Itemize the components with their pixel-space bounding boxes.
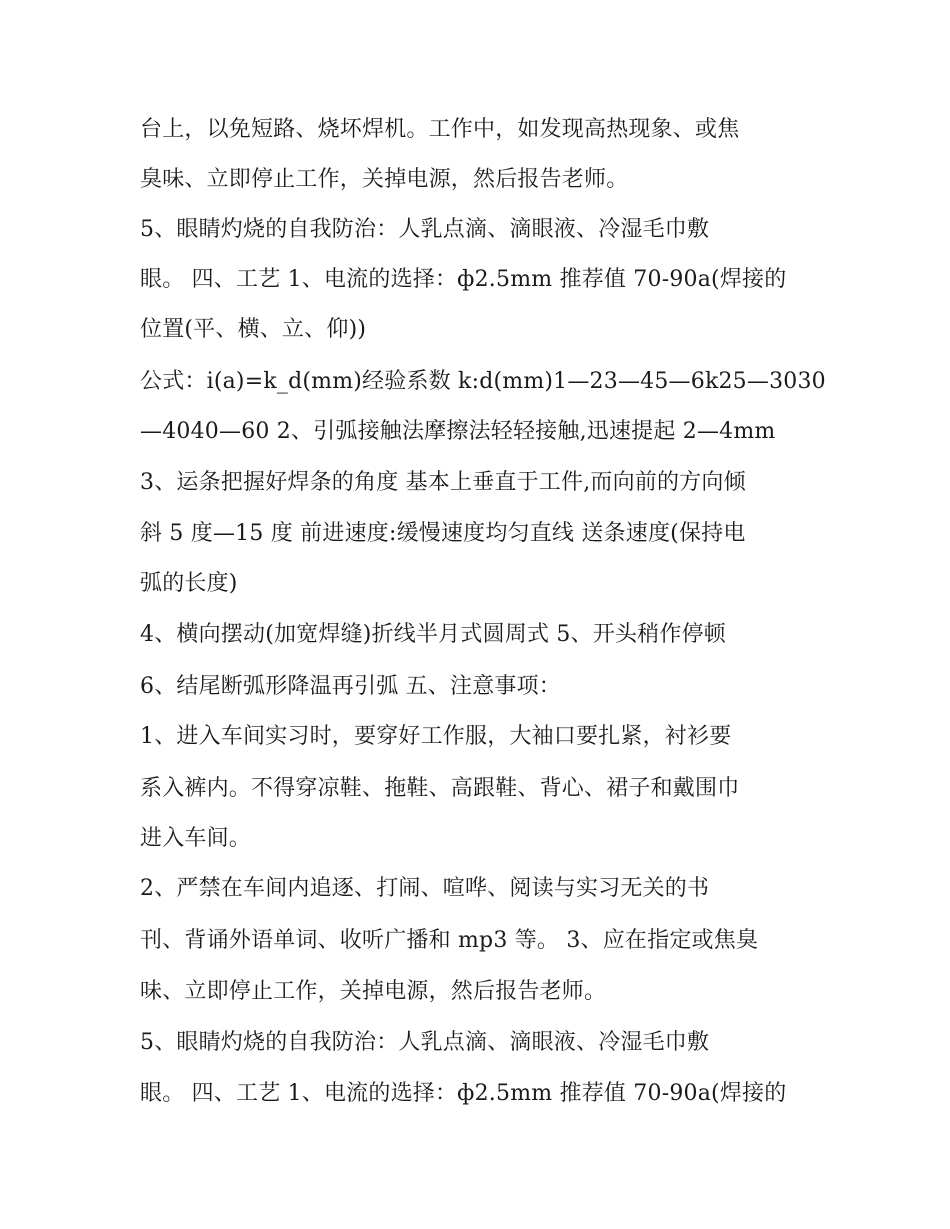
text-line: 斜 5 度—15 度 前进速度:缓慢速度均匀直线 送条速度(保持电 bbox=[140, 521, 746, 546]
text-line: 5、眼睛灼烧的自我防治：人乳点滴、滴眼液、冷湿毛巾敷 bbox=[140, 1030, 710, 1055]
text-line: 进入车间。 bbox=[140, 826, 252, 851]
text-line: 5、眼睛灼烧的自我防治：人乳点滴、滴眼液、冷湿毛巾敷 bbox=[140, 217, 710, 242]
text-line: 位置(平、横、立、仰)) bbox=[140, 317, 367, 342]
text-line: —4040—60 2、引弧接触法摩擦法轻轻接触,迅速提起 2—4mm bbox=[140, 419, 776, 444]
text-line: 3、运条把握好焊条的角度 基本上垂直于工件,而向前的方向倾 bbox=[140, 470, 746, 495]
text-line: 公式：i(a)=k_d(mm)经验系数 k:d(mm)1—23—45—6k25—3030 bbox=[140, 369, 826, 394]
text-line: 4、横向摆动(加宽焊缝)折线半月式圆周式 5、开头稍作停顿 bbox=[140, 622, 726, 647]
text-line: 1、进入车间实习时，要穿好工作服，大袖口要扎紧，衬衫要 bbox=[140, 724, 732, 749]
text-line: 眼。 四、工艺 1、电流的选择：ф2.5mm 推荐值 70-90a(焊接的 bbox=[140, 267, 787, 292]
text-line: 臭味、立即停止工作，关掉电源，然后报告老师。 bbox=[140, 167, 629, 192]
text-line: 弧的长度) bbox=[140, 571, 238, 596]
text-line: 台上，以免短路、烧坏焊机。工作中，如发现高热现象、或焦 bbox=[140, 117, 740, 142]
text-line: 2、严禁在车间内追逐、打闹、喧哗、阅读与实习无关的书 bbox=[140, 876, 710, 901]
text-line: 味、立即停止工作，关掉电源，然后报告老师。 bbox=[140, 979, 607, 1004]
text-line: 刊、背诵外语单词、收听广播和 mp3 等。 3、应在指定或焦臭 bbox=[140, 928, 759, 953]
text-line: 眼。 四、工艺 1、电流的选择：ф2.5mm 推荐值 70-90a(焊接的 bbox=[140, 1081, 787, 1106]
text-line: 6、结尾断弧形降温再引弧 五、注意事项： bbox=[140, 674, 561, 699]
text-line: 系入裤内。不得穿凉鞋、拖鞋、高跟鞋、背心、裙子和戴围巾 bbox=[140, 776, 740, 801]
